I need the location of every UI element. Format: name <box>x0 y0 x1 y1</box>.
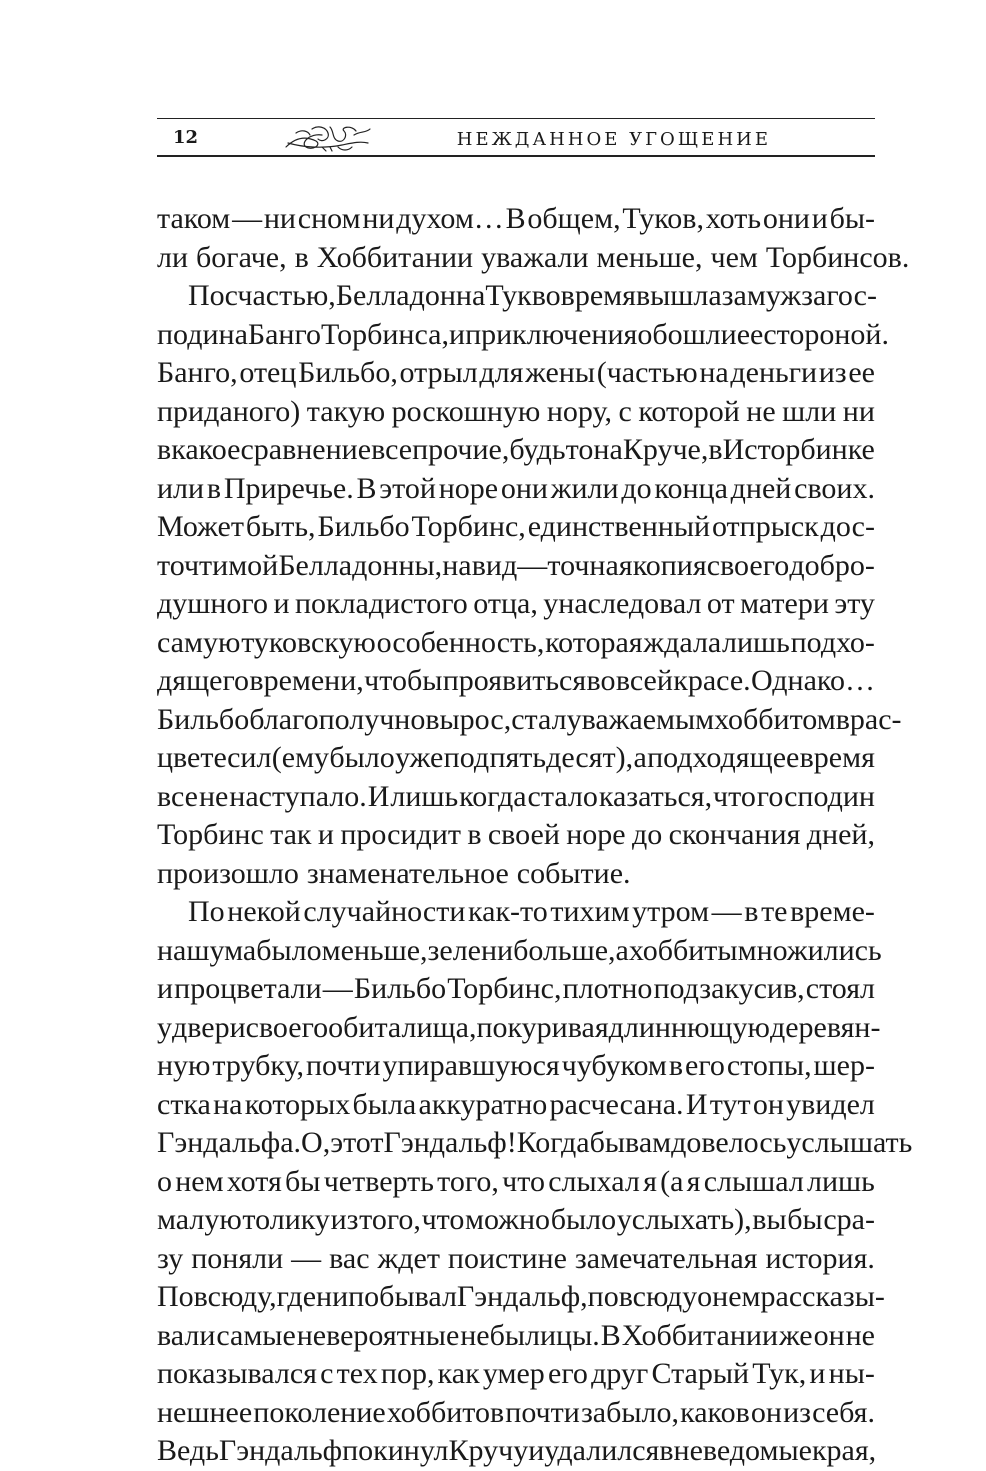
text-line: все не наступало. И лишь когда стало казаться, что господин <box>157 779 875 813</box>
text-line: малую толику из того, что можно было услыхать), вы бы сра- <box>157 1203 875 1236</box>
text-line: на шума было меньше, зелени больше, а хоббиты множились <box>157 933 882 967</box>
text-line: нешнее поколение хоббитов почти забыло, каков он из себя. <box>157 1395 875 1429</box>
page-number: 12 <box>173 127 199 148</box>
text-line: ли богаче, в Хоббитании уважали меньше, чем Торбинсов. <box>157 240 910 274</box>
text-line: подина Банго Торбинса, и приключения обошли ее стороной. <box>157 317 889 351</box>
header-top-rule <box>157 118 875 119</box>
running-header <box>157 118 875 158</box>
text-line: самую туковскую особенность, которая ждала лишь подхо- <box>157 625 875 659</box>
text-line: Гэндальфа. О, этот Гэндальф! Когда бы вам довелось услышать <box>157 1126 913 1159</box>
text-line: душного и покладистого отца, унаследовал от матери эту <box>157 587 875 620</box>
text-line: По некой случайности как-то тихим утром — в те време- <box>188 895 875 928</box>
text-line: у двери своего обиталища, покуривая длиннющую деревян- <box>157 1010 881 1044</box>
header-bottom-rule <box>157 155 875 157</box>
text-line: точтимой Белладонны, на вид — точная копия своего добро- <box>157 548 875 582</box>
text-line: По счастью, Белладонна Тук вовремя вышла замуж за гос- <box>188 279 877 312</box>
text-line: показывался с тех пор, как умер его друг Старый Тук, и ны- <box>157 1357 875 1390</box>
text-line: Повсюду, где ни побывал Гэндальф, повсюду о нем рассказы- <box>157 1280 885 1313</box>
text-line: приданого) такую роскошную нору, с которой не шли ни <box>157 394 875 428</box>
text-line: Банго, отец Бильбо, отрыл для жены (частью на деньги из ее <box>157 356 875 389</box>
text-line: таком — ни сном ни духом… В общем, Туков, хоть они и бы- <box>157 202 875 235</box>
text-line: Может быть, Бильбо Торбинс, единственный отпрыск дос- <box>157 510 875 543</box>
text-line: Бильбо благополучно вырос, стал уважаемым хоббитом в рас- <box>157 702 902 736</box>
text-line: в какое сравнение все прочие, будь то на Круче, в Исторбинке <box>157 433 875 466</box>
text-line: цвете сил (ему было уже под пятьдесят), а подходящее время <box>157 741 875 774</box>
body-text <box>157 200 913 1471</box>
text-line: дящего времени, чтобы проявиться во всей красе. Однако… <box>157 664 875 697</box>
text-line: вали самые невероятные небылицы. В Хоббитании же он не <box>157 1318 875 1352</box>
text-line: о нем хотя бы четверть того, что слыхал я (а я слышал лишь <box>157 1164 875 1198</box>
text-line: произошло знаменательное событие. <box>157 856 631 890</box>
text-line: зу поняли — вас ждет поистине замечательная история. <box>157 1241 875 1275</box>
text-line: Ведь Гэндальф покинул Кручу и удалился в неведомые края, <box>157 1434 877 1467</box>
text-line: Торбинс так и просидит в своей норе до скончания дней, <box>157 818 875 851</box>
text-line: и процветали — Бильбо Торбинс, плотно подзакусив, стоял <box>157 972 875 1005</box>
running-title: НЕЖДАННОЕ УГОЩЕНИЕ <box>456 129 771 150</box>
decorative-flourish-icon <box>282 121 374 153</box>
text-line: или в Приречье. В этой норе они жили до конца дней своих. <box>157 471 875 505</box>
text-line: стка на которых была аккуратно расчесана. И тут он увидел <box>157 1087 875 1121</box>
text-line: ную трубку, почти упиравшуюся чубуком в его стопы, шер- <box>157 1049 875 1082</box>
